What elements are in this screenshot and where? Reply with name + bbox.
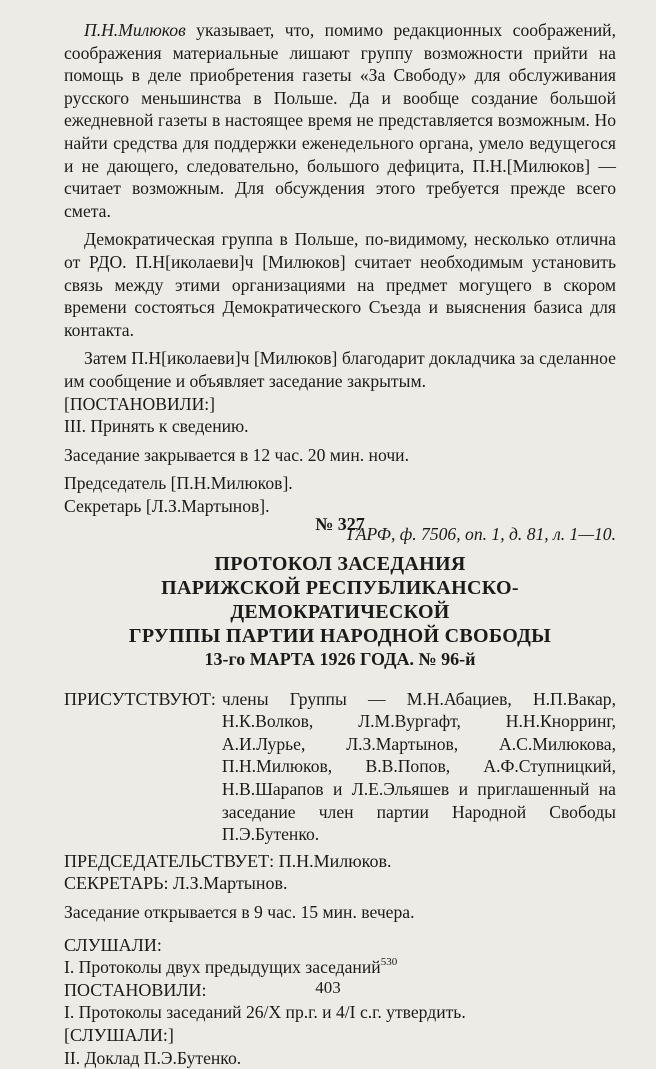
paragraph-democratic-group: Демократическая группа в Польше, по-видимому, несколько отлична от РДО. П.Н[иколаеви]ч [Милюков] считает необходимым установить связь между этими организациями на предмет могущего в скором времени состояться Демократического Съезда и выяснения базиса для контакта. (64, 228, 616, 341)
paragraph-text: указывает, что, помимо редакционных соображений, соображения материальные лишают группу возможности прийти на помощь в деле приобретения газеты «За Свободу» для обслуживания русского меньшинства в Польше. Да и вообще создание большой ежедневной газеты в настоящее время не представляется возможным. Но найти средства для поддержки еженедельного органа, умело ведущегося и не дающего, следовательно, большого дефицита, П.Н.[Милюков] — считает возможным. Для обсуждения этого требуется прежде всего смета. (64, 20, 616, 221)
title-line-3: ГРУППЫ ПАРТИИ НАРОДНОЙ СВОБОДЫ (64, 624, 616, 648)
title-date: 13-го МАРТА 1926 ГОДА. № 96-й (64, 648, 616, 670)
heard-item-1-text: I. Протоколы двух предыдущих заседаний (64, 957, 381, 977)
speaker-name: П.Н.Милюков (84, 20, 186, 40)
attendees-list: члены Группы — М.Н.Абациев, Н.П.Вакар, Н.К.Волков, Л.М.Вургафт, Н.Н.Кнорринг, А.И.Лурье, Л.З.Мартынов, А.С.Милюкова, П.Н.Милюков, В.В.Попов, А.Ф.Ступницкий, Н.В.Шарапов и Л.Е.Эльяшев и приглашенный на заседание член партии Народной Свободы П.Э.Бутенко. (222, 688, 616, 846)
heard-item-1 (64, 956, 616, 979)
secretary-line: СЕКРЕТАРЬ: Л.З.Мартынов. (64, 872, 616, 895)
paragraph-milyukov-remarks (64, 19, 616, 222)
footnote-ref: 530 (381, 956, 398, 968)
paragraph-closing-remarks: Затем П.Н[иколаеви]ч [Милюков] благодарит докладчика за сделанное им сообщение и объявляет заседание закрытым. (64, 347, 616, 392)
closing-time: Заседание закрывается в 12 час. 20 мин. ночи. (64, 444, 616, 467)
title-line-1: ПРОТОКОЛ ЗАСЕДАНИЯ (64, 552, 616, 576)
text-column (64, 19, 616, 546)
chairman-signature: Председатель [П.Н.Милюков]. (64, 472, 616, 495)
resolved-item: III. Принять к сведению. (64, 415, 616, 438)
heard-label-2: [СЛУШАЛИ:] (64, 1024, 616, 1047)
presiding-line: ПРЕДСЕДАТЕЛЬСТВУЕТ: П.Н.Милюков. (64, 850, 616, 873)
resolved-item-1: I. Протоколы заседаний 26/X пр.г. и 4/I с.г. утвердить. (64, 1001, 616, 1024)
attendees-block (64, 688, 616, 846)
heard-label: СЛУШАЛИ: (64, 934, 616, 957)
secretary-signature: Секретарь [Л.З.Мартынов]. (64, 495, 616, 518)
heard-item-2: II. Доклад П.Э.Бутенко. (64, 1047, 616, 1069)
resolved-label: [ПОСТАНОВИЛИ:] (64, 393, 616, 416)
title-line-2: ПАРИЖСКОЙ РЕСПУБЛИКАНСКО-ДЕМОКРАТИЧЕСКОЙ (64, 576, 616, 624)
document-number: № 327 (64, 513, 616, 536)
page-number: 403 (0, 978, 656, 998)
resolved-label-2: ПОСТАНОВИЛИ: (64, 979, 616, 1002)
attendees-label: ПРИСУТСТВУЮТ: (64, 688, 222, 846)
archive-source: ГАРФ, ф. 7506, оп. 1, д. 81, л. 1—10. (64, 523, 616, 546)
opening-time: Заседание открывается в 9 час. 15 мин. вечера. (64, 901, 616, 924)
